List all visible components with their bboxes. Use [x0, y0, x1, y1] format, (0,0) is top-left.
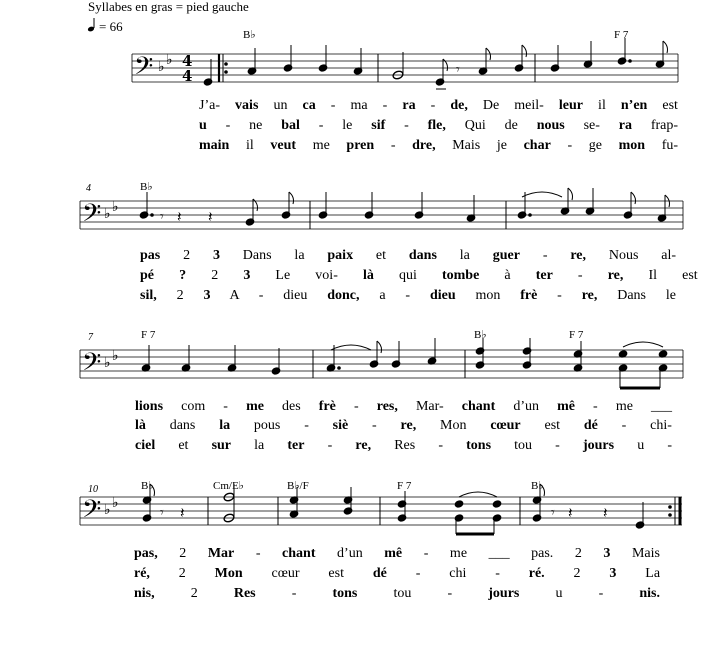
lyric-line: [199, 98, 678, 113]
lyric-syllable: chi: [420, 566, 467, 581]
lyric-syllable: ge: [572, 138, 602, 153]
chord-symbol: Cm/E♭: [213, 480, 244, 492]
lyric-line: [135, 399, 673, 414]
lyric-syllable: -: [574, 399, 598, 414]
lyric-syllable: nis,: [134, 586, 155, 601]
lyric-syllable: ca: [287, 98, 316, 113]
lyric-syllable: ma: [335, 98, 368, 113]
lyric-syllable: Mais: [435, 138, 481, 153]
lyric-syllable: -: [552, 268, 583, 283]
notes: [139, 188, 669, 229]
lyric-syllable: des: [263, 399, 301, 414]
lyric-syllable: 2: [186, 268, 219, 283]
lyric-syllable: dans: [386, 248, 437, 263]
lyric-line: [140, 268, 698, 283]
lyric-syllable: chi-: [626, 418, 672, 433]
lyric-syllable: a: [359, 288, 386, 303]
notes: [203, 38, 667, 89]
bass-clef-icon: 𝄢: [82, 348, 102, 383]
chord-symbol: F 7: [569, 329, 584, 341]
lyric-syllable: ré,: [134, 566, 150, 581]
chord-symbol: B♭: [141, 480, 154, 492]
lyric-syllable: vais: [220, 98, 259, 113]
lyric-syllable: Dans: [597, 288, 646, 303]
flat-b-icon: ♭: [104, 355, 111, 371]
lyric-syllable: -: [238, 288, 264, 303]
lyric-syllable: -: [367, 98, 388, 113]
lyric-syllable: tombe: [416, 268, 480, 283]
lyric-syllable: de,: [435, 98, 468, 113]
lyric-syllable: d’un: [495, 399, 539, 414]
lyric-syllable: le: [646, 288, 676, 303]
lyric-syllable: -: [411, 586, 453, 601]
lyric-syllable: tons: [296, 586, 358, 601]
lyric-syllable: ter: [510, 268, 553, 283]
lyric-syllable: -: [519, 248, 548, 263]
lyric-syllable: De: [467, 98, 500, 113]
lyric-syllable: à: [479, 268, 511, 283]
lyric-syllable: Mar-: [397, 399, 444, 414]
lyric-syllable: dé: [560, 418, 598, 433]
lyric-syllable: est: [647, 98, 678, 113]
lyric-syllable: 2: [149, 566, 186, 581]
lyric-syllable: 3: [580, 566, 617, 581]
staff-lines: [80, 497, 682, 525]
lyric-syllable: -: [280, 418, 309, 433]
system-1: [132, 29, 678, 89]
lyric-syllable: il: [229, 138, 254, 153]
lyric-syllable: mon: [455, 288, 501, 303]
lyric-syllable: -: [374, 138, 396, 153]
lyric-syllable: là: [135, 418, 146, 433]
lyric-line: [199, 138, 678, 153]
lyric-line: [140, 248, 676, 263]
svg-text:𝄾: 𝄾: [160, 209, 164, 225]
lyric-syllable: pren: [329, 138, 375, 153]
lyric-syllable: -: [335, 399, 359, 414]
lyric-syllable: al-: [638, 248, 677, 263]
lyric-syllable: re,: [376, 418, 417, 433]
lyric-syllable: frap-: [631, 118, 679, 133]
lyric-syllable: me: [597, 399, 633, 414]
lyric-syllable: u: [519, 586, 563, 601]
lyric-syllable: Le: [250, 268, 291, 283]
lyric-line: [134, 546, 660, 561]
svg-text:𝄽: 𝄽: [177, 208, 182, 226]
lyric-syllable: qui: [373, 268, 417, 283]
lyric-syllable: et: [353, 248, 387, 263]
lyric-line: [135, 418, 672, 433]
lyric-syllable: -: [315, 98, 336, 113]
lyric-syllable: me: [227, 399, 264, 414]
lyric-syllable: Il: [623, 268, 658, 283]
lyric-syllable: pé ?: [140, 268, 187, 283]
chord-symbol: F 7: [397, 480, 412, 492]
lyric-syllable: sil,: [140, 288, 157, 303]
svg-text:𝄾: 𝄾: [456, 62, 460, 78]
lyric-syllable: mê: [362, 546, 403, 561]
lyric-syllable: u: [199, 118, 207, 133]
lyric-syllable: mon: [601, 138, 646, 153]
lyric-syllable: re,: [561, 288, 598, 303]
lyric-syllable: le: [323, 118, 353, 133]
lyric-syllable: 2: [160, 248, 191, 263]
lyric-syllable: 3: [190, 248, 220, 263]
lyric-syllable: Res: [197, 586, 256, 601]
lyric-syllable: la: [271, 248, 305, 263]
lyric-syllable: dé: [343, 566, 387, 581]
lyric-syllable: char: [506, 138, 551, 153]
lyric-syllable: sur: [188, 438, 232, 453]
lyric-syllable: 3: [183, 288, 211, 303]
lyric-syllable: là: [337, 268, 374, 283]
flat-b-icon: ♭: [158, 59, 165, 75]
system-4: [80, 480, 682, 534]
lyric-syllable: u: [614, 438, 645, 453]
lyric-syllable: bal: [262, 118, 300, 133]
lyric-syllable: et: [155, 438, 189, 453]
lyric-syllable: ré.: [499, 566, 545, 581]
lyric-line: [199, 118, 678, 133]
lyric-syllable: la: [436, 248, 470, 263]
lyric-syllable: frè: [500, 288, 538, 303]
lyric-syllable: siè: [308, 418, 349, 433]
flat-e-icon: ♭: [112, 495, 119, 511]
staff-lines: [80, 350, 683, 378]
lyric-syllable: -: [386, 566, 421, 581]
lyric-syllable: meil-: [499, 98, 544, 113]
lyric-syllable: re,: [332, 438, 372, 453]
lyric-syllable: nis.: [603, 586, 660, 601]
lyric-syllable: ciel: [135, 438, 156, 453]
lyric-syllable: pas.: [509, 546, 554, 561]
tempo-marking: [87, 18, 123, 34]
svg-text:𝄽: 𝄽: [208, 208, 213, 226]
svg-text:𝄾: 𝄾: [551, 505, 555, 521]
lyric-syllable: pous: [230, 418, 281, 433]
lyric-syllable: ne: [230, 118, 263, 133]
lyric-syllable: dre,: [395, 138, 436, 153]
lyric-syllable: 3: [218, 268, 251, 283]
chord-symbol: B♭: [474, 329, 487, 341]
svg-text:𝄾: 𝄾: [160, 505, 164, 521]
lyric-syllable: Mon: [185, 566, 243, 581]
measure-number: 10: [88, 484, 98, 495]
system-2: [80, 181, 683, 234]
bass-clef-icon: 𝄢: [82, 495, 102, 530]
lyric-syllable: -: [550, 138, 573, 153]
chord-symbol: F 7: [614, 29, 629, 41]
lyric-line: [140, 288, 676, 303]
lyric-syllable: -: [206, 118, 231, 133]
lyric-syllable: nous: [517, 118, 565, 133]
lyric-syllable: est: [520, 418, 561, 433]
lyric-syllable: leur: [543, 98, 583, 113]
time-sig-bottom: 4: [182, 67, 193, 85]
lyric-syllable: se-: [564, 118, 600, 133]
lyric-syllable: jours: [452, 586, 520, 601]
lyric-syllable: -: [532, 438, 560, 453]
lyrics-layer: [134, 98, 698, 601]
chord-symbol: B♭: [140, 181, 153, 193]
lyric-syllable: -: [597, 418, 627, 433]
lyric-line: [134, 586, 660, 601]
svg-text:𝄽: 𝄽: [568, 504, 573, 522]
lyric-syllable: com: [163, 399, 206, 414]
lyric-syllable: est: [657, 268, 698, 283]
measure-number: 4: [86, 183, 91, 194]
flat-b-icon: ♭: [104, 502, 111, 518]
lyric-syllable: paix: [304, 248, 354, 263]
lyric-line: [134, 566, 661, 581]
lyric-syllable: 2: [544, 566, 581, 581]
lyric-syllable: -: [402, 546, 429, 561]
lyric-syllable: 2: [157, 546, 187, 561]
lyric-syllable: la: [231, 438, 265, 453]
lyric-syllable: -: [304, 438, 333, 453]
lyric-syllable: fu-: [645, 138, 679, 153]
lyric-syllable: un: [258, 98, 288, 113]
lyric-syllable: d’un: [315, 546, 363, 561]
lyric-syllable: -: [562, 586, 604, 601]
lyric-syllable: Nous: [586, 248, 639, 263]
lyric-syllable: de: [485, 118, 518, 133]
lyric-syllable: Mar: [186, 546, 235, 561]
lyric-syllable: chant: [443, 399, 496, 414]
lyric-syllable: Mon: [416, 418, 467, 433]
lyric-syllable: pas: [140, 248, 161, 263]
lyric-syllable: je: [480, 138, 507, 153]
lyric-syllable: 2: [553, 546, 582, 561]
lyric-syllable: 2: [154, 586, 198, 601]
lyric-syllable: n’en: [605, 98, 648, 113]
bass-clef-icon: 𝄢: [134, 52, 154, 87]
lyric-syllable: Res: [371, 438, 416, 453]
lyric-syllable: -: [415, 438, 443, 453]
lyric-syllable: Dans: [219, 248, 272, 263]
lyric-line: [135, 438, 672, 453]
lyric-syllable: lions: [135, 399, 164, 414]
lyric-syllable: dans: [145, 418, 196, 433]
lyric-syllable: -: [234, 546, 261, 561]
lyric-syllable: -: [348, 418, 377, 433]
lyric-syllable: main: [199, 138, 230, 153]
lyric-syllable: est: [299, 566, 344, 581]
flat-e-icon: ♭: [112, 348, 119, 364]
lyric-syllable: ___: [467, 546, 510, 561]
lyric-syllable: tou: [491, 438, 533, 453]
lyric-syllable: dieu: [410, 288, 456, 303]
lyric-syllable: ra: [387, 98, 416, 113]
measure-number: 7: [88, 332, 93, 343]
lyric-syllable: Qui: [445, 118, 486, 133]
lyric-syllable: ter: [264, 438, 305, 453]
lyric-syllable: -: [385, 118, 409, 133]
lyric-syllable: mê: [539, 399, 575, 414]
flat-e-icon: ♭: [166, 52, 173, 68]
lyric-syllable: voi-: [290, 268, 338, 283]
lyric-syllable: Mais: [610, 546, 660, 561]
lyric-syllable: frè: [300, 399, 336, 414]
lyric-syllable: J’a-: [199, 98, 220, 113]
tempo-value: = 66: [99, 19, 123, 34]
lyric-syllable: re,: [582, 268, 624, 283]
chord-symbol: B♭: [531, 480, 544, 492]
lyric-syllable: chant: [260, 546, 316, 561]
lyric-syllable: jours: [559, 438, 615, 453]
lyric-syllable: re,: [547, 248, 587, 263]
lyric-syllable: cœur: [242, 566, 300, 581]
staff-lines: [132, 54, 678, 82]
lyric-syllable: dieu: [263, 288, 308, 303]
lyric-syllable: 2: [156, 288, 184, 303]
lyric-syllable: -: [255, 586, 297, 601]
lyric-syllable: guer: [469, 248, 520, 263]
chord-symbol: F 7: [141, 329, 156, 341]
lyric-syllable: il: [583, 98, 606, 113]
lyric-syllable: veut: [253, 138, 297, 153]
lyric-syllable: La: [616, 566, 661, 581]
system-3: [80, 329, 683, 388]
lyric-syllable: -: [385, 288, 411, 303]
lyric-syllable: cœur: [466, 418, 521, 433]
lyric-syllable: -: [537, 288, 562, 303]
chord-symbol: B♭/F: [287, 480, 309, 492]
lyric-syllable: ra: [599, 118, 632, 133]
score-title: Syllabes en gras = pied gauche: [88, 0, 249, 14]
chord-symbol: B♭: [243, 29, 256, 41]
lyric-syllable: tons: [443, 438, 492, 453]
lyric-syllable: me: [428, 546, 468, 561]
lyric-syllable: pas,: [134, 546, 158, 561]
notes: [141, 338, 668, 388]
lyric-syllable: me: [296, 138, 330, 153]
flat-e-icon: ♭: [112, 199, 119, 215]
flat-b-icon: ♭: [104, 206, 111, 222]
svg-text:𝄽: 𝄽: [603, 504, 608, 522]
svg-text:𝄽: 𝄽: [180, 504, 185, 522]
time-sig-top: 4: [182, 52, 193, 70]
lyric-syllable: tou: [357, 586, 412, 601]
bass-clef-icon: 𝄢: [82, 199, 102, 234]
lyric-syllable: ___: [632, 399, 673, 414]
lyric-syllable: -: [466, 566, 500, 581]
lyric-syllable: fle,: [408, 118, 446, 133]
lyric-syllable: la: [195, 418, 231, 433]
lyric-syllable: -: [415, 98, 436, 113]
lyric-syllable: donc,: [307, 288, 360, 303]
lyric-syllable: -: [299, 118, 324, 133]
lyric-syllable: -: [205, 399, 228, 414]
lyric-syllable: -: [644, 438, 672, 453]
lyric-syllable: 3: [581, 546, 611, 561]
lyric-syllable: A: [210, 288, 239, 303]
lyric-syllable: res,: [358, 399, 398, 414]
lyric-syllable: sif: [352, 118, 386, 133]
